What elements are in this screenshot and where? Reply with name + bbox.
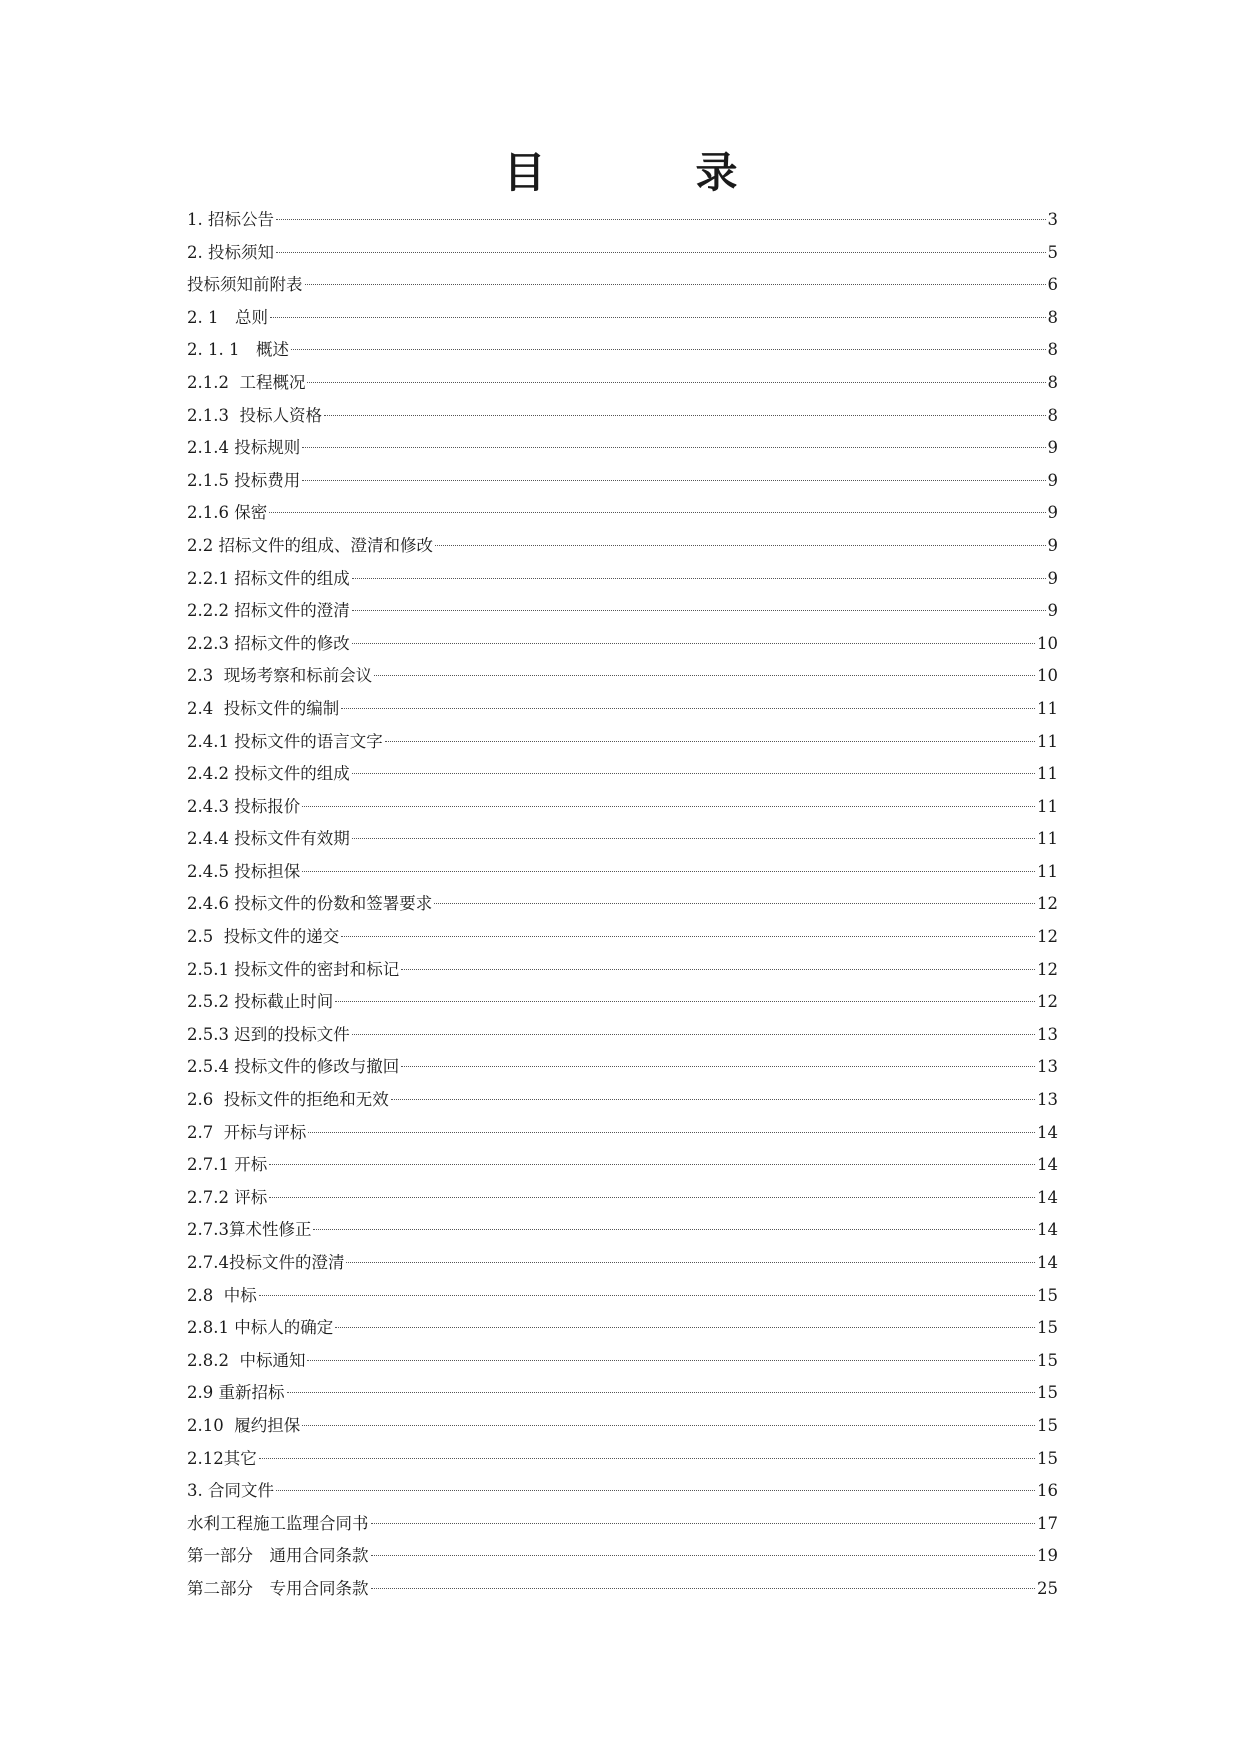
toc-entry[interactable] [187,986,1058,1019]
toc-entry-page-number: 11 [1037,731,1058,751]
toc-entry-page-number: 14 [1037,1187,1058,1207]
dot-leader [259,1458,1035,1459]
toc-entry[interactable] [187,1345,1058,1378]
dot-leader [302,447,1045,448]
dot-leader [346,1262,1035,1263]
toc-entry-label: 2.1.2 工程概况 [187,372,306,392]
toc-entry[interactable] [187,1019,1058,1052]
toc-entry-page-number: 10 [1037,666,1058,686]
toc-entry[interactable] [187,628,1058,661]
toc-entry-label: 2.5.4 投标文件的修改与撤回 [187,1057,400,1077]
toc-entry-label: 2.8.1 中标人的确定 [187,1318,334,1338]
toc-entry-page-number: 12 [1037,894,1058,914]
toc-entry-page-number: 15 [1037,1383,1058,1403]
toc-entry-page-number: 11 [1037,861,1058,881]
dot-leader [352,838,1035,839]
toc-entry-label: 2.8.2 中标通知 [187,1350,306,1370]
toc-entry-page-number: 6 [1047,275,1058,295]
toc-entry-label: 2.7.3算术性修正 [187,1220,312,1240]
toc-entry[interactable] [187,269,1058,302]
toc-entry-page-number: 13 [1037,1057,1058,1077]
dot-leader [302,871,1035,872]
toc-entry-page-number: 12 [1037,992,1058,1012]
toc-entry[interactable] [187,1540,1058,1573]
dot-leader [401,969,1035,970]
dot-leader [352,1034,1035,1035]
toc-entry-page-number: 12 [1037,927,1058,947]
dot-leader [313,1229,1035,1230]
toc-entry-label: 2.2 招标文件的组成、澄清和修改 [187,535,433,555]
toc-entry[interactable] [187,1214,1058,1247]
dot-leader [305,284,1046,285]
dot-leader [307,382,1045,383]
toc-entry-page-number: 13 [1037,1024,1058,1044]
toc-entry[interactable] [187,465,1058,498]
toc-entry-page-number: 9 [1047,470,1058,490]
toc-entry-label: 2.4.1 投标文件的语言文字 [187,731,383,751]
dot-leader [324,415,1046,416]
toc-entry[interactable] [187,758,1058,791]
dot-leader [374,675,1035,676]
toc-entry-label: 2.2.2 招标文件的澄清 [187,601,350,621]
toc-entry[interactable] [187,432,1058,465]
toc-entry-label: 2.4 投标文件的编制 [187,698,340,718]
dot-leader [302,806,1035,807]
toc-entry[interactable] [187,1312,1058,1345]
toc-entry[interactable] [187,1051,1058,1084]
toc-entry[interactable] [187,367,1058,400]
toc-entry[interactable] [187,237,1058,270]
toc-entry-page-number: 11 [1037,796,1058,816]
toc-entry-label: 3. 合同文件 [187,1481,274,1501]
toc-entry-label: 2.9 重新招标 [187,1383,285,1403]
toc-entry-label: 2.4.3 投标报价 [187,796,301,816]
toc-entry[interactable] [187,1149,1058,1182]
toc-entry-page-number: 8 [1047,340,1058,360]
dot-leader [352,643,1035,644]
toc-entry-page-number: 15 [1037,1285,1058,1305]
toc-entry-page-number: 8 [1047,372,1058,392]
toc-entry-label: 2.2.1 招标文件的组成 [187,568,350,588]
dot-leader [269,1197,1035,1198]
toc-entry-page-number: 12 [1037,959,1058,979]
dot-leader [335,1327,1035,1328]
toc-entry-label: 2.4.6 投标文件的份数和签署要求 [187,894,433,914]
toc-entry-label: 投标须知前附表 [187,275,303,295]
toc-entry-label: 2. 投标须知 [187,242,274,262]
toc-entry-label: 水利工程施工监理合同书 [187,1513,369,1533]
dot-leader [276,1490,1035,1491]
toc-entry-page-number: 17 [1037,1513,1058,1533]
toc-entry[interactable] [187,530,1058,563]
dot-leader [276,252,1046,253]
toc-entry[interactable] [187,1247,1058,1280]
toc-entry-page-number: 16 [1037,1481,1058,1501]
toc-entry[interactable] [187,1117,1058,1150]
toc-entry[interactable] [187,791,1058,824]
toc-entry[interactable] [187,921,1058,954]
toc-entry[interactable] [187,334,1058,367]
dot-leader [341,708,1035,709]
toc-entry-label: 2.1.3 投标人资格 [187,405,322,425]
toc-entry-label: 2.1.4 投标规则 [187,438,301,458]
toc-entry-label: 2.12其它 [187,1448,257,1468]
dot-leader [302,480,1045,481]
toc-entry-page-number: 25 [1037,1578,1058,1598]
toc-entry-label: 2. 1. 1 概述 [187,340,289,360]
dot-leader [371,1523,1036,1524]
toc-entry-label: 第二部分 专用合同条款 [187,1578,369,1598]
toc-entry-label: 2.7 开标与评标 [187,1122,307,1142]
toc-entry-page-number: 9 [1047,503,1058,523]
table-of-contents [187,204,1058,1606]
toc-entry-page-number: 13 [1037,1090,1058,1110]
toc-entry-page-number: 19 [1037,1546,1058,1566]
toc-entry-label: 2.4.5 投标担保 [187,861,301,881]
dot-leader [335,1001,1035,1002]
dot-leader [276,219,1046,220]
toc-entry-page-number: 15 [1037,1318,1058,1338]
toc-entry-label: 2.4.4 投标文件有效期 [187,829,350,849]
toc-entry[interactable] [187,302,1058,335]
dot-leader [391,1099,1035,1100]
dot-leader [385,741,1035,742]
toc-entry-label: 2.1.6 保密 [187,503,268,523]
toc-entry-page-number: 11 [1037,698,1058,718]
toc-entry-label: 2.5.1 投标文件的密封和标记 [187,959,400,979]
dot-leader [269,1164,1035,1165]
toc-entry[interactable] [187,595,1058,628]
toc-entry[interactable] [187,726,1058,759]
toc-entry[interactable] [187,1084,1058,1117]
toc-entry[interactable] [187,888,1058,921]
dot-leader [270,317,1046,318]
toc-entry-label: 2.1.5 投标费用 [187,470,301,490]
toc-entry-page-number: 8 [1047,307,1058,327]
toc-entry-label: 2.5.2 投标截止时间 [187,992,334,1012]
toc-entry-label: 2.7.4投标文件的澄清 [187,1253,345,1272]
toc-entry[interactable] [187,497,1058,530]
toc-entry-page-number: 9 [1047,535,1058,555]
toc-entry-page-number: 10 [1037,633,1058,653]
toc-entry[interactable] [187,204,1058,237]
toc-entry[interactable] [187,1475,1058,1508]
dot-leader [434,903,1035,904]
toc-entry-page-number: 14 [1037,1220,1058,1240]
dot-leader [352,773,1035,774]
toc-entry[interactable] [187,563,1058,596]
toc-entry-label: 2.5.3 迟到的投标文件 [187,1024,350,1044]
toc-entry[interactable] [187,400,1058,433]
toc-entry[interactable] [187,1508,1058,1541]
toc-entry-page-number: 11 [1037,829,1058,849]
toc-entry-label: 2.2.3 招标文件的修改 [187,633,350,653]
toc-entry-page-number: 15 [1037,1415,1058,1435]
toc-entry[interactable] [187,1410,1058,1443]
toc-entry[interactable] [187,856,1058,889]
dot-leader [371,1588,1036,1589]
toc-entry-page-number: 14 [1037,1155,1058,1175]
toc-entry-page-number: 9 [1047,438,1058,458]
toc-entry[interactable] [187,1182,1058,1215]
toc-entry-label: 2.6 投标文件的拒绝和无效 [187,1090,389,1110]
dot-leader [291,349,1046,350]
toc-entry-page-number: 14 [1037,1253,1058,1272]
dot-leader [307,1360,1035,1361]
dot-leader [401,1066,1035,1067]
toc-entry[interactable] [187,823,1058,856]
toc-entry-page-number: 15 [1037,1350,1058,1370]
toc-entry-label: 2.10 履约担保 [187,1415,301,1435]
toc-entry[interactable] [187,693,1058,726]
dot-leader [308,1132,1035,1133]
toc-entry[interactable] [187,1377,1058,1410]
dot-leader [352,578,1046,579]
dot-leader [287,1392,1036,1393]
toc-entry[interactable] [187,954,1058,987]
toc-entry-label: 2.5 投标文件的递交 [187,927,340,947]
toc-entry-page-number: 14 [1037,1122,1058,1142]
dot-leader [371,1555,1036,1556]
toc-entry-label: 2.8 中标 [187,1285,257,1305]
dot-leader [269,512,1045,513]
toc-entry-label: 第一部分 通用合同条款 [187,1546,369,1566]
toc-entry[interactable] [187,660,1058,693]
toc-entry-page-number: 5 [1047,242,1058,262]
dot-leader [341,936,1035,937]
toc-entry-label: 2.4.2 投标文件的组成 [187,764,350,784]
dot-leader [352,610,1046,611]
toc-entry[interactable] [187,1443,1058,1476]
toc-entry-page-number: 11 [1037,764,1058,784]
dot-leader [302,1425,1035,1426]
toc-entry[interactable] [187,1280,1058,1313]
toc-entry-label: 2.3 现场考察和标前会议 [187,666,373,686]
toc-entry-page-number: 9 [1047,601,1058,621]
toc-entry-page-number: 15 [1037,1448,1058,1468]
toc-entry-label: 1. 招标公告 [187,210,274,229]
toc-entry-page-number: 9 [1047,568,1058,588]
dot-leader [259,1295,1035,1296]
toc-entry-label: 2. 1 总则 [187,307,268,327]
page-title: 目 录 [503,148,792,197]
dot-leader [435,545,1046,546]
toc-entry-page-number: 3 [1047,210,1058,229]
toc-entry[interactable] [187,1573,1058,1606]
toc-entry-label: 2.7.1 开标 [187,1155,268,1175]
toc-entry-label: 2.7.2 评标 [187,1187,268,1207]
toc-entry-page-number: 8 [1047,405,1058,425]
